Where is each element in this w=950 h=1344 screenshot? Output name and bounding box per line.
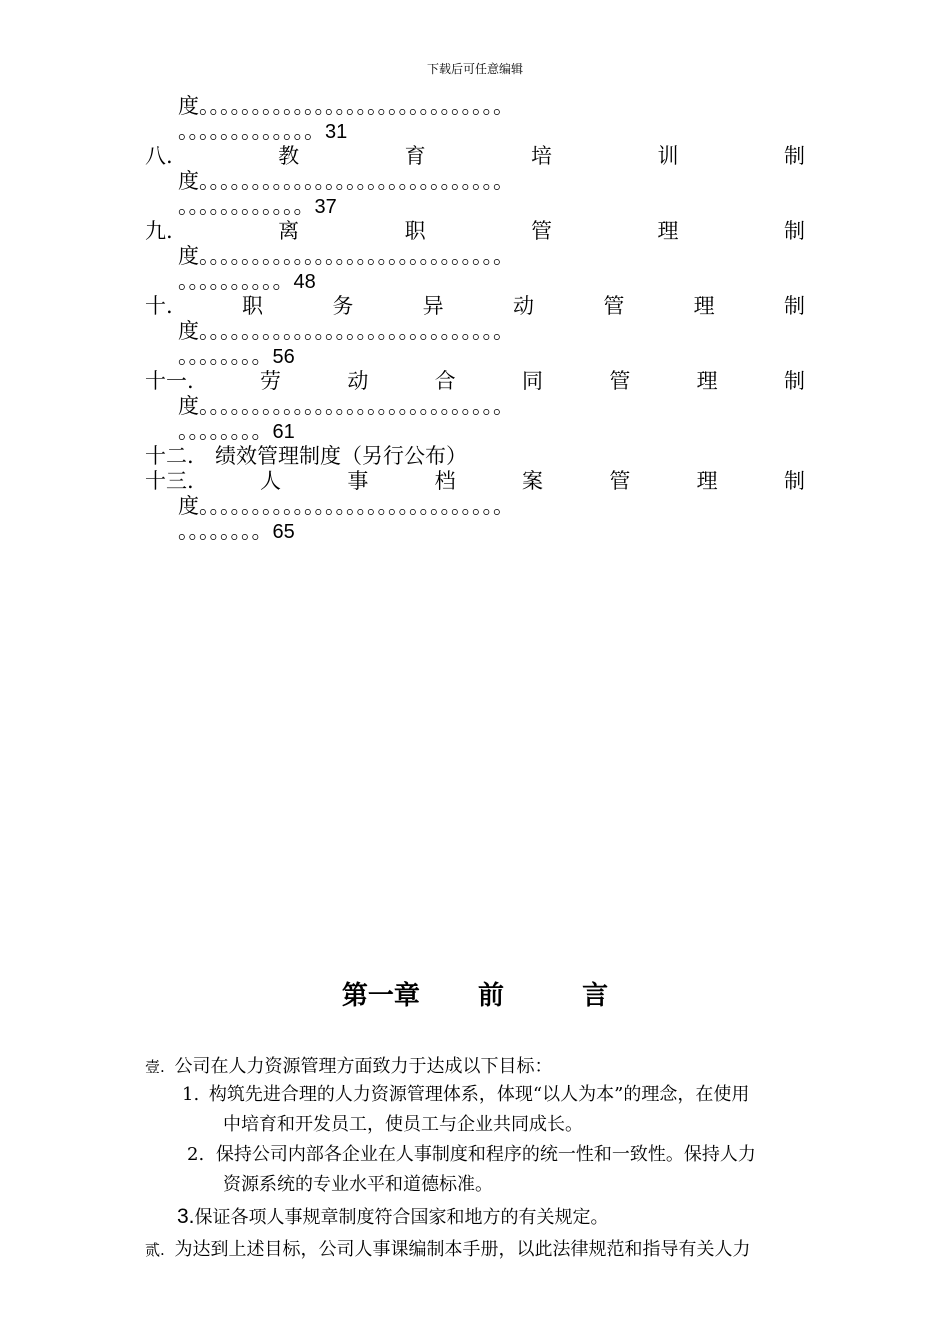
paragraph-text: 为达到上述目标，公司人事课编制本手册，以此法律规范和指导有关人力 — [174, 1239, 751, 1260]
toc-title-char: 动 — [513, 294, 534, 318]
toc-title-char: 管 — [603, 294, 625, 318]
toc-title-char: 档 — [434, 469, 456, 493]
toc-title-char: 理 — [696, 369, 718, 393]
list-number: 1. — [182, 1084, 200, 1105]
toc-number: 十一. — [145, 369, 194, 393]
toc-title-char: 管 — [531, 219, 553, 243]
toc-continuation: 度。。。。。。。。。。。。。。。。。。。。。。。。。。。。。 — [178, 244, 514, 268]
toc-entry-title — [145, 468, 805, 494]
toc-continuation: 度。。。。。。。。。。。。。。。。。。。。。。。。。。。。。 — [178, 394, 514, 418]
toc-continuation: 度。。。。。。。。。。。。。。。。。。。。。。。。。。。。。 — [178, 94, 514, 118]
list-text: 保持公司内部各企业在人事制度和程序的统一性和一致性。保持人力 — [215, 1144, 756, 1165]
toc-title-char: 制 — [783, 469, 805, 493]
list-item — [187, 1140, 756, 1170]
toc-page-number: 61 — [272, 421, 295, 443]
chapter-title — [0, 975, 950, 1012]
toc-title-char: 同 — [522, 369, 543, 393]
toc-entry-title — [145, 293, 805, 319]
page-header: 下载后可任意编辑 — [426, 62, 523, 76]
toc-number: 十二. — [145, 444, 194, 468]
list-number: 2. — [187, 1144, 205, 1165]
list-item-continuation: 资源系统的专业水平和道德标准。 — [223, 1174, 493, 1195]
toc-page-number: 37 — [314, 196, 337, 218]
toc-title-char: 异 — [422, 294, 444, 318]
toc-title-char: 职 — [404, 219, 426, 243]
toc-title-char: 育 — [404, 144, 426, 168]
toc-title-char: 培 — [531, 144, 553, 168]
toc-entry-title — [145, 368, 805, 394]
toc-number: 十三. — [145, 469, 194, 493]
list-item — [182, 1080, 749, 1110]
toc-title-char: 职 — [242, 294, 264, 318]
toc-title-char: 人 — [260, 469, 282, 493]
paragraph-label: 壹. — [145, 1058, 165, 1076]
toc-title-char: 管 — [609, 469, 631, 493]
list-item-continuation: 中培育和开发员工，使员工与企业共同成长。 — [223, 1114, 583, 1135]
toc-title-char: 离 — [278, 219, 300, 243]
toc-number: 十. — [145, 294, 173, 318]
list-item — [177, 1202, 609, 1233]
toc-title-char: 理 — [696, 469, 718, 493]
toc-title-char: 制 — [783, 369, 805, 393]
toc-title-char: 理 — [693, 294, 715, 318]
toc-continuation: 度。。。。。。。。。。。。。。。。。。。。。。。。。。。。。 — [178, 169, 514, 193]
toc-title-char: 训 — [657, 144, 679, 168]
toc-page-number: 31 — [325, 121, 348, 143]
toc-title: 绩效管理制度（另行公布） — [215, 444, 467, 468]
toc-leader: 。。。。。。。。。。。。 — [178, 194, 315, 218]
toc-title-char: 劳 — [260, 369, 282, 393]
toc-title-char: 教 — [278, 144, 300, 168]
toc-title-char: 制 — [783, 144, 805, 168]
toc-title-char: 制 — [783, 219, 805, 243]
toc-leader: 。。。。。。。。。。 — [178, 269, 294, 293]
list-text: 构筑先进合理的人力资源管理体系，体现“以人为本”的理念，在使用 — [208, 1084, 750, 1105]
toc-number: 八. — [145, 144, 173, 168]
toc-title-char: 制 — [783, 294, 805, 318]
list-number: 3. — [177, 1205, 195, 1228]
toc-entry-title — [145, 443, 805, 469]
toc-entry — [145, 93, 805, 119]
toc-entry-title — [145, 218, 805, 244]
toc-leader: 。。。。。。。。 — [178, 419, 273, 443]
toc-leader: 。。。。。。。。 — [178, 344, 273, 368]
paragraph — [145, 1052, 553, 1082]
list-text: 保证各项人事规章制度符合国家和地方的有关规定。 — [194, 1207, 609, 1228]
paragraph-label: 贰. — [145, 1241, 165, 1259]
toc-number: 九. — [145, 219, 173, 243]
paragraph-text: 公司在人力资源管理方面致力于达成以下目标： — [174, 1056, 553, 1077]
toc-title-char: 管 — [609, 369, 631, 393]
toc-title-char: 务 — [332, 294, 354, 318]
toc-title-char: 案 — [522, 469, 543, 493]
toc-entry-title — [145, 143, 805, 169]
toc-continuation: 度。。。。。。。。。。。。。。。。。。。。。。。。。。。。。 — [178, 494, 514, 518]
toc-page-number: 48 — [293, 271, 316, 293]
chapter-word-2: 言 — [582, 981, 609, 1011]
toc-title-char: 动 — [347, 369, 369, 393]
chapter-number: 第一章 — [341, 981, 420, 1011]
toc-continuation: 度。。。。。。。。。。。。。。。。。。。。。。。。。。。。。 — [178, 319, 514, 343]
toc-title-char: 事 — [347, 469, 369, 493]
toc-page-number: 65 — [272, 521, 295, 543]
toc-title-char: 合 — [434, 369, 456, 393]
toc-entry-page-line — [145, 118, 805, 144]
toc-leader: 。。。。。。。。 — [178, 519, 273, 543]
toc-leader: 。。。。。。。。。。。。。 — [178, 119, 325, 143]
chapter-word-1: 前 — [477, 981, 504, 1011]
toc-title-char: 理 — [657, 219, 679, 243]
paragraph — [145, 1235, 751, 1265]
toc-page-number: 56 — [272, 346, 295, 368]
